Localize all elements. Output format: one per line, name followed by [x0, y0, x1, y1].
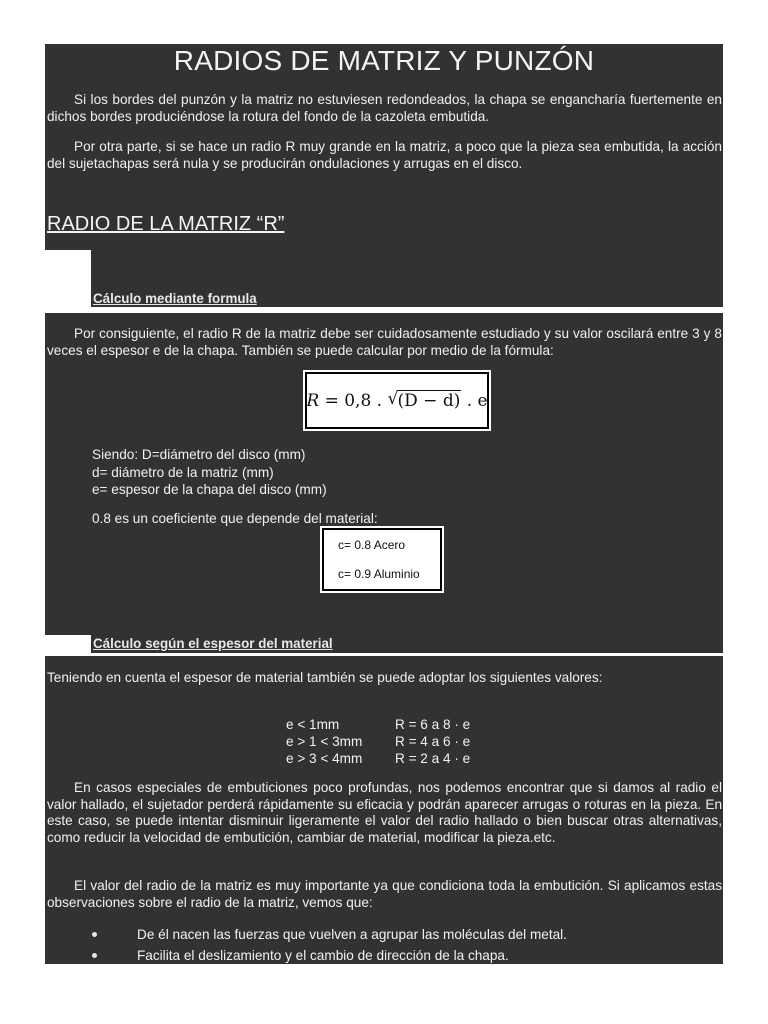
formula-panel — [45, 313, 723, 653]
thickness-intro: Teniendo en cuenta el espesor de material también se puede adoptar los siguientes valores: — [47, 670, 603, 685]
intro-panel — [45, 44, 723, 307]
white-notch — [45, 250, 91, 307]
special-cases-paragraph: En casos especiales de embuticiones poco profundas, nos podemos encontrar que si damos al radio el valor hallado, el sujetador perderá rápidamente su eficacia y podrán aparecer arrugas o roturas en la pieza. En este caso, se puede intentar disminuir ligeramente el valor del radio hallado o bien buscar otras alternativas, como reducir la velocidad de embutición, cambiar de material, modificar la pieza.etc. — [47, 780, 722, 845]
list-item — [92, 945, 712, 966]
formula-radicand: (D − d) — [397, 390, 461, 411]
formula-box — [305, 372, 489, 429]
definition-line: Siendo: D=diámetro del disco (mm) — [92, 447, 306, 462]
row-value: R = 2 a 4 · e — [395, 751, 471, 766]
definition-line: d= diámetro de la matriz (mm) — [92, 464, 274, 480]
variable-definitions — [92, 446, 592, 499]
row-value: R = 4 a 6 · e — [395, 734, 471, 749]
coefficient-box — [322, 528, 442, 591]
formula-tail: . e — [466, 390, 488, 411]
definition-line: e= espesor de la chapa del disco (mm) — [92, 482, 327, 497]
thickness-row — [286, 733, 470, 750]
list-item-text: Facilita el deslizamiento y el cambio de dirección de la chapa. — [137, 948, 509, 963]
formula-eq: = 0,8 . — [324, 390, 383, 411]
formula — [306, 388, 488, 411]
list-item — [92, 924, 712, 945]
sqrt-symbol: √ (D − d) — [387, 388, 461, 411]
importance-paragraph: El valor del radio de la matriz es muy importante ya que condiciona toda la embutición. Si aplicamos estas observaciones sobre el radio de la matriz, vemos que: — [47, 878, 722, 910]
row-value: R = 6 a 8 · e — [395, 717, 471, 732]
thickness-table — [286, 716, 470, 767]
subheading-formula: Cálculo mediante formula — [93, 291, 257, 306]
formula-intro-paragraph: Por consiguiente, el radio R de la matriz debe ser cuidadosamente estudiado y su valor oscilará entre 3 y 8 veces el espesor e de la chapa. También se puede calcular por medio de la fórmula: — [47, 326, 722, 358]
row-condition: e > 1 < 3mm — [286, 734, 363, 749]
coefficient-item: c= 0.8 Acero — [338, 538, 406, 552]
bullet-icon — [92, 953, 97, 958]
row-condition: e > 3 < 4mm — [286, 751, 363, 766]
subheading-thickness: Cálculo según el espesor del material — [93, 636, 333, 651]
thickness-row — [286, 750, 470, 767]
intro-paragraph-2: Por otra parte, si se hace un radio R muy grande en la matriz, a poco que la pieza sea embutida, la acción del sujetachapas será nula y se producirán ondulaciones y arrugas en el disco. — [47, 139, 722, 171]
page-title: RADIOS DE MATRIZ Y PUNZÓN — [173, 45, 595, 76]
white-notch — [45, 635, 91, 653]
thickness-row — [286, 716, 470, 733]
observation-list — [92, 924, 712, 966]
formula-lhs: R — [306, 390, 320, 411]
coefficient-intro: 0.8 es un coeficiente que depende del material: — [92, 511, 378, 526]
coefficient-item: c= 0.9 Aluminio — [338, 567, 420, 581]
bullet-icon — [92, 932, 97, 937]
section-heading: RADIO DE LA MATRIZ “R” — [47, 213, 285, 235]
thickness-panel — [45, 656, 723, 964]
row-condition: e < 1mm — [286, 717, 340, 732]
intro-paragraph-1: Si los bordes del punzón y la matriz no estuviesen redondeados, la chapa se engancharía fuertemente en dichos bordes produciéndose la rotura del fondo de la cazoleta embutida. — [47, 92, 722, 124]
list-item-text: De él nacen las fuerzas que vuelven a agrupar las moléculas del metal. — [137, 927, 567, 942]
